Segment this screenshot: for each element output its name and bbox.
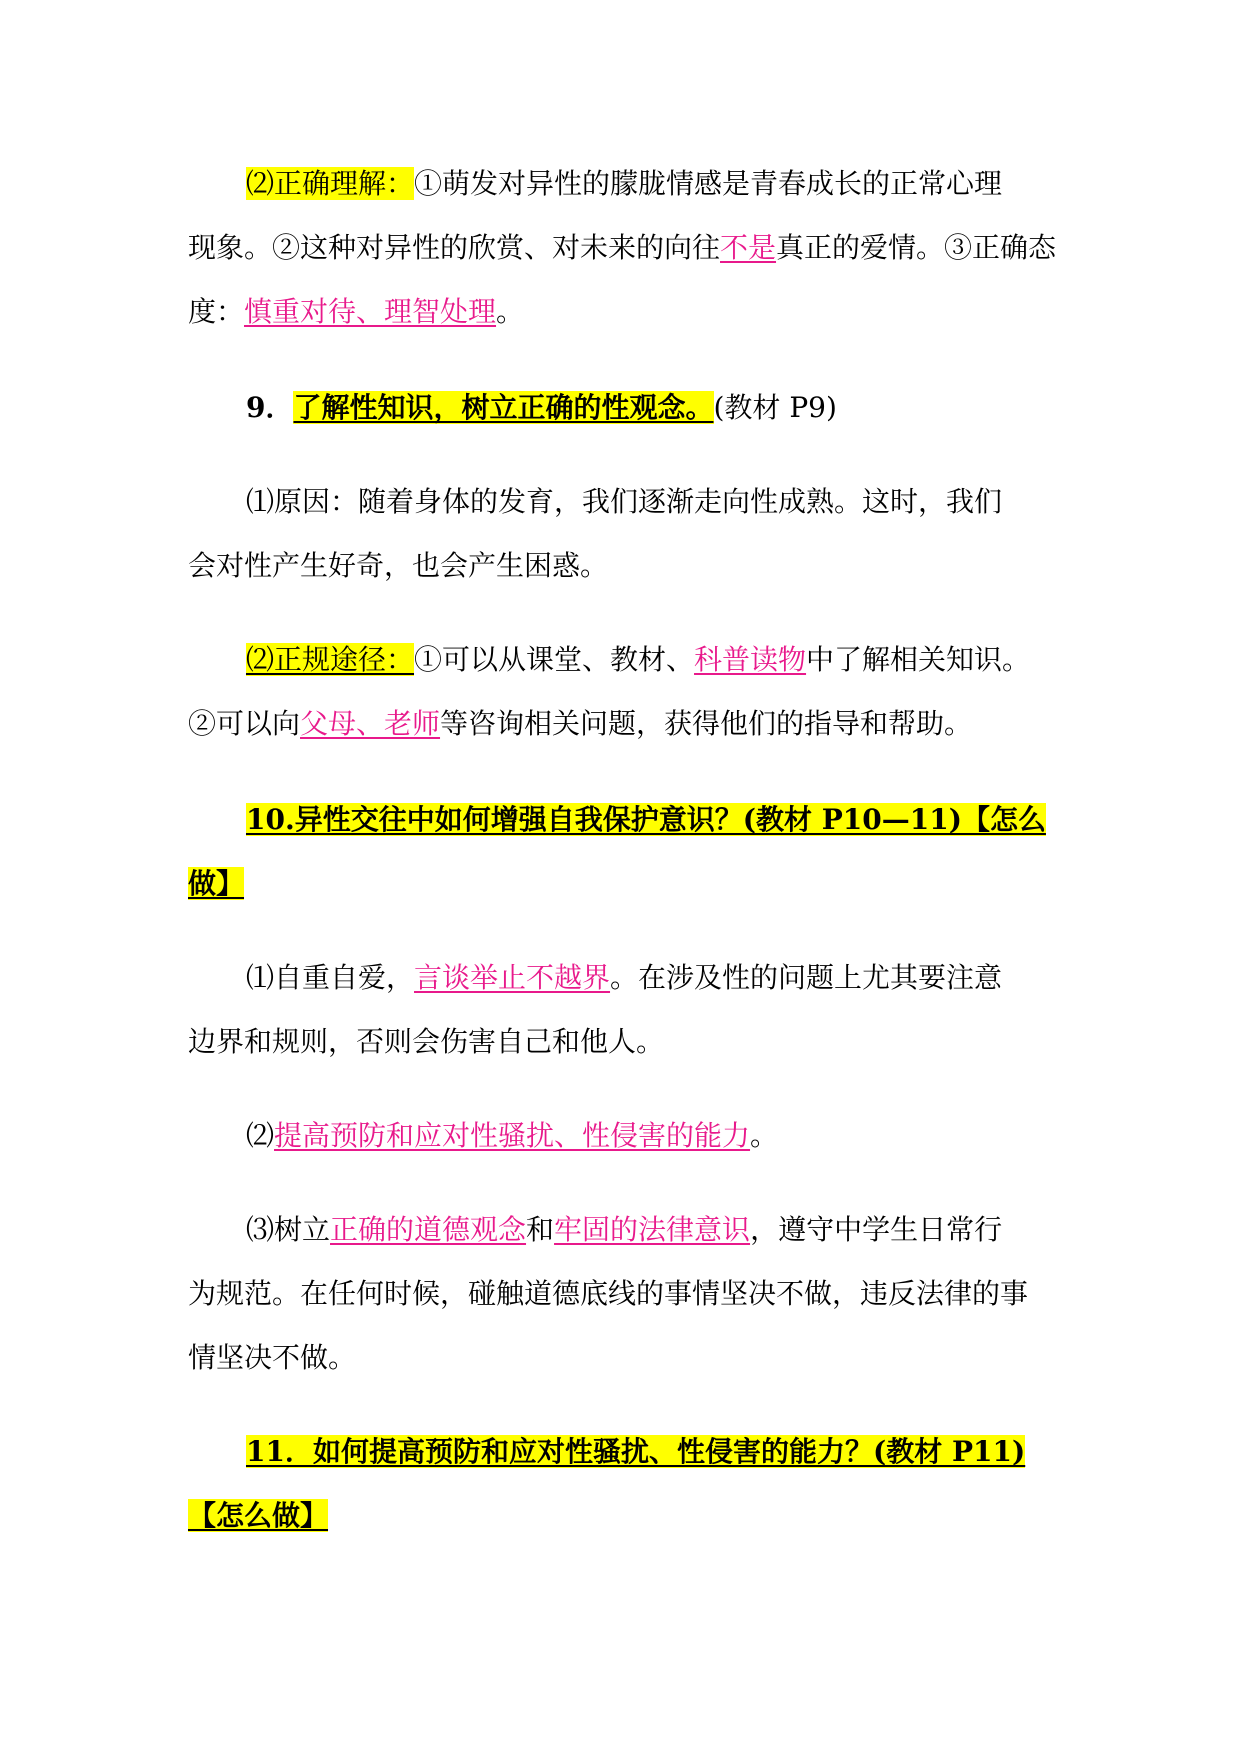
s8-p2-line1: ⑵正确理解：①萌发对异性的朦胧情感是青春成长的正常心理 [246,167,1003,200]
q11-title-end: 【怎么做】 [188,1499,329,1532]
q10-title: 10.异性交往中如何增强自我保护意识？(教材 P10—11)【怎么 [246,803,1046,836]
q11-heading-line2 [188,1496,328,1536]
key-phrase: 慎重对待、理智处理 [244,295,497,328]
q10-p3-line1: ⑶树立正确的道德观念和牢固的法律意识，遵守中学生日常行 [246,1213,1003,1246]
key-phrase: 父母、老师 [300,707,441,740]
key-phrase: 言谈举止不越界 [414,961,611,994]
q10-heading-line1 [246,800,1046,840]
key-phrase: 提高预防和应对性骚扰、性侵害的能力 [274,1119,751,1152]
q11-heading-line1 [246,1432,1025,1472]
q9-heading: 9．了解性知识，树立正确的性观念。(教材 P9) [246,391,837,424]
q9-p1-line1: ⑴原因：随着身体的发育，我们逐渐走向性成熟。这时，我们 [246,485,1003,518]
s8-p2-line2: 现象。②这种对异性的欣赏、对未来的向往不是真正的爱情。③正确态 [188,231,1057,264]
q9-title: 了解性知识，树立正确的性观念。 [293,391,714,424]
q9-ref: (教材 P9) [713,391,837,424]
q10-p1-line2: 边界和规则，否则会伤害自己和他人。 [188,1025,665,1058]
q9-p2-label: ⑵正规途径： [246,643,415,676]
s8-p2-label: ⑵正确理解： [246,167,415,200]
key-phrase: 牢固的法律意识 [554,1213,751,1246]
q10-p1-line1: ⑴自重自爱，言谈举止不越界。在涉及性的问题上尤其要注意 [246,961,1003,994]
q10-p2-line1: ⑵提高预防和应对性骚扰、性侵害的能力。 [246,1119,779,1152]
q10-p3-line3: 情坚决不做。 [188,1341,357,1374]
q9-p2-line1: ⑵正规途径：①可以从课堂、教材、科普读物中了解相关知识。 [246,643,1031,676]
key-phrase: 不是 [720,231,777,264]
q11-title: 11．如何提高预防和应对性骚扰、性侵害的能力？(教材 P11) [246,1435,1026,1468]
q10-p3-line2: 为规范。在任何时候，碰触道德底线的事情坚决不做，违反法律的事 [188,1277,1029,1310]
q10-title-end: 做】 [188,867,245,900]
q9-p2-line2: ②可以向父母、老师等咨询相关问题，获得他们的指导和帮助。 [188,707,973,740]
q9-p1-line2: 会对性产生好奇，也会产生困惑。 [188,549,609,582]
key-phrase: 正确的道德观念 [330,1213,527,1246]
s8-p2-line3: 度：慎重对待、理智处理。 [188,295,525,328]
q10-heading-line2 [188,864,244,904]
key-phrase: 科普读物 [694,643,807,676]
